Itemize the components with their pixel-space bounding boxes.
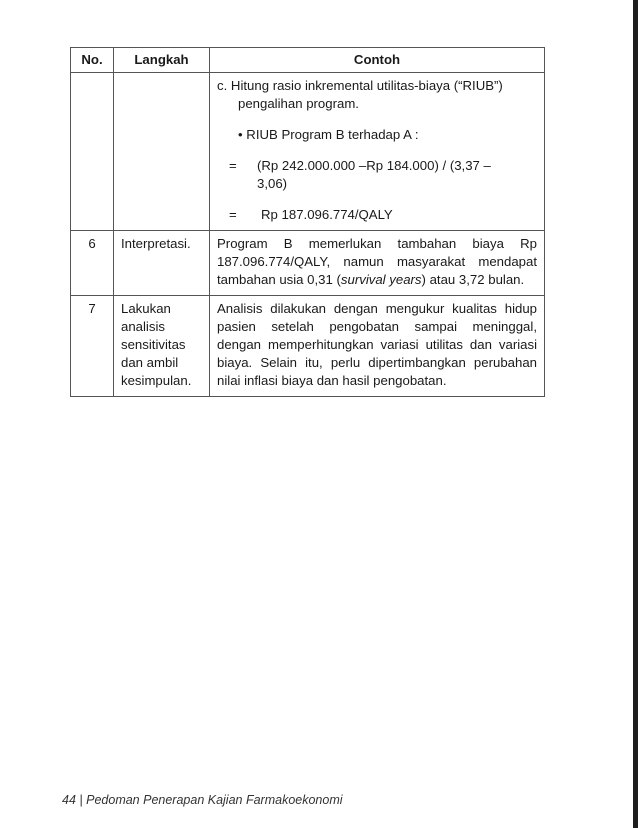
cell-example-6 bbox=[210, 231, 545, 296]
equation-text-1: (Rp 242.000.000 –Rp 184.000) / (3,37 – 3,06) bbox=[257, 158, 491, 191]
cell-no-empty bbox=[71, 73, 114, 231]
table-row-continued bbox=[71, 73, 545, 231]
footer-separator: | bbox=[79, 793, 83, 807]
equation-line-1 bbox=[217, 157, 537, 193]
header-step: Langkah bbox=[114, 48, 210, 73]
cell-step-empty bbox=[114, 73, 210, 231]
header-no: No. bbox=[71, 48, 114, 73]
bullet-text: RIUB Program B terhadap A : bbox=[246, 127, 419, 142]
steps-table bbox=[70, 47, 545, 397]
table-row-7 bbox=[71, 296, 545, 397]
page-edge-border bbox=[633, 0, 638, 828]
bullet-item bbox=[217, 126, 537, 144]
cell-example-calculation bbox=[210, 73, 545, 231]
item-c-text: c. Hitung rasio inkremental utilitas-biaya (“RIUB”) pengalihan program. bbox=[217, 78, 503, 111]
equation-text-2: Rp 187.096.774/QALY bbox=[261, 207, 393, 222]
page-footer bbox=[62, 793, 343, 807]
cell-step-6: Interpretasi. bbox=[114, 231, 210, 296]
header-example: Contoh bbox=[210, 48, 545, 73]
cell-example-7: Analisis dilakukan dengan mengukur kualitas hidup pasien setelah pengobatan sampai meninggal, dengan memperhitungkan variasi utilitas dan variasi biaya. Selain itu, perlu dipertimbangkan perubahan nilai inflasi biaya dan hasil pengobatan. bbox=[210, 296, 545, 397]
equals-sign-2: = bbox=[229, 207, 237, 222]
cell-no-7: 7 bbox=[71, 296, 114, 397]
cell-no-6: 6 bbox=[71, 231, 114, 296]
page-number: 44 bbox=[62, 793, 76, 807]
row6-text-after: ) atau 3,72 bulan. bbox=[421, 272, 525, 287]
row6-text-italic: survival years bbox=[340, 272, 422, 287]
footer-title: Pedoman Penerapan Kajian Farmakoekonomi bbox=[86, 793, 343, 807]
table-row-6 bbox=[71, 231, 545, 296]
row6-text-before: Program B memerlukan tambahan biaya Rp 187.096.774/QALY, namun masyarakat mendapat tambahan usia 0,31 ( bbox=[217, 236, 537, 287]
bullet-icon: • bbox=[238, 127, 243, 142]
equation-line-2 bbox=[217, 206, 537, 224]
cell-step-7: Lakukan analisis sensitivitas dan ambil kesimpulan. bbox=[114, 296, 210, 397]
table-header-row bbox=[71, 48, 545, 73]
equals-sign-1: = bbox=[229, 158, 237, 173]
